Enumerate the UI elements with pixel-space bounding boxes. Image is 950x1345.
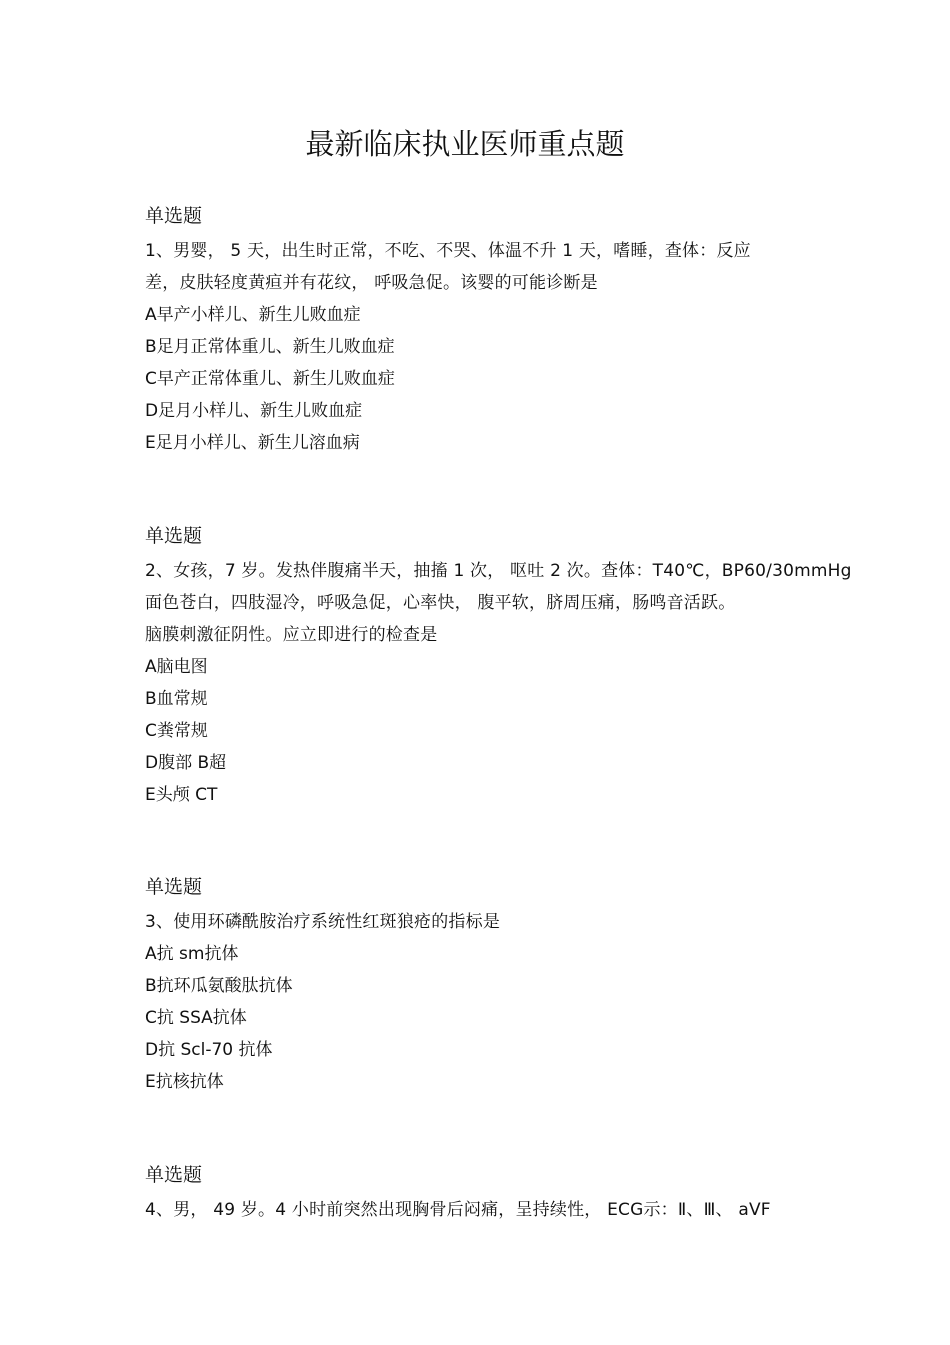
answer-option-d: D足月小样儿、新生儿败血症 [145, 401, 363, 421]
answer-option-e: E足月小样儿、新生儿溶血病 [145, 433, 360, 453]
question-stem-line: 2、女孩，7 岁。发热伴腹痛半天，抽搐 1 次， 呕吐 2 次。查体：T40℃，BP60/30mmHg [145, 561, 852, 581]
question-4 [145, 1160, 825, 1226]
question-2 [145, 521, 852, 811]
answer-option-a: A抗 sm抗体 [145, 944, 239, 964]
question-stem-line: 脑膜刺激征阴性。应立即进行的检查是 [145, 625, 438, 645]
answer-option-a: A早产小样儿、新生儿败血症 [145, 305, 361, 325]
answer-option-e: E抗核抗体 [145, 1072, 224, 1092]
question-type-label: 单选题 [145, 1164, 203, 1186]
question-stem-line: 4、男， 49 岁。4 小时前突然出现胸骨后闷痛，呈持续性， ECG示：Ⅱ、Ⅲ、 aVF [145, 1200, 771, 1220]
answer-option-a: A脑电图 [145, 657, 208, 677]
answer-option-e: E头颅 CT [145, 785, 218, 805]
answer-option-c: C抗 SSA抗体 [145, 1008, 247, 1028]
answer-option-d: D腹部 B超 [145, 753, 227, 773]
question-stem-line: 差，皮肤轻度黄疸并有花纹， 呼吸急促。该婴的可能诊断是 [145, 273, 598, 293]
answer-option-c: C粪常规 [145, 721, 208, 741]
question-type-label: 单选题 [145, 205, 203, 227]
question-type-label: 单选题 [145, 876, 203, 898]
question-1 [145, 201, 825, 459]
question-type-label: 单选题 [145, 525, 203, 547]
answer-option-b: B血常规 [145, 689, 208, 709]
answer-option-c: C早产正常体重儿、新生儿败血症 [145, 369, 395, 389]
answer-option-b: B足月正常体重儿、新生儿败血症 [145, 337, 395, 357]
answer-option-b: B抗环瓜氨酸肽抗体 [145, 976, 293, 996]
question-stem-line: 1、男婴， 5 天，出生时正常，不吃、不哭、体温不升 1 天，嗜睡，查体：反应 [145, 241, 751, 261]
page-title: 最新临床执业医师重点题 [305, 127, 625, 161]
answer-option-d: D抗 Scl-70 抗体 [145, 1040, 273, 1060]
question-stem-line: 3、使用环磷酰胺治疗系统性红斑狼疮的指标是 [145, 912, 501, 932]
question-stem-line: 面色苍白，四肢湿冷，呼吸急促，心率快， 腹平软，脐周压痛，肠鸣音活跃。 [145, 593, 736, 613]
question-3 [145, 872, 825, 1098]
